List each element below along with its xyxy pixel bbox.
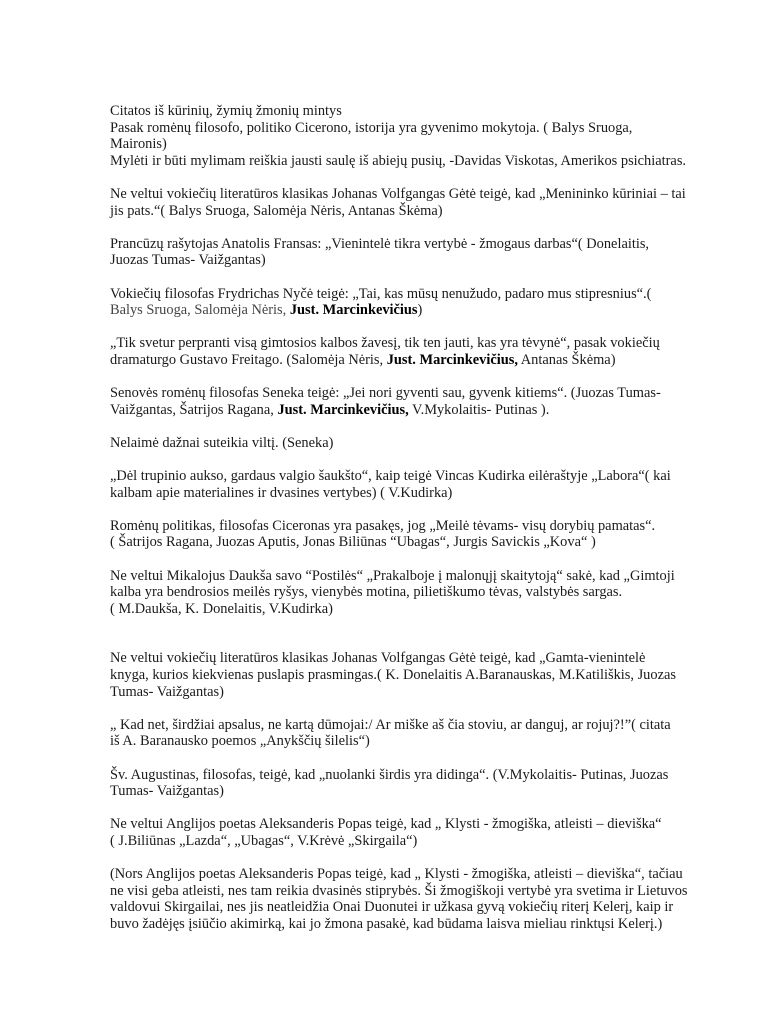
text-line: Juozas Tumas- Vaižgantas)	[110, 252, 266, 269]
quote-paragraph	[110, 568, 734, 618]
quote-paragraph	[110, 816, 734, 849]
text-line: Ne veltui Mikalojus Daukša savo “Postilės“ „Prakalboje į malonųjį skaitytoją“ sakė, kad „Gimtoji	[110, 567, 675, 584]
text-line: Pasak romėnų filosofo, politiko Cicerono, istorija yra gyvenimo mokytoja. ( Balys Sruoga,	[110, 119, 633, 136]
text-line: knyga, kurios kiekvienas puslapis prasmingas.( K. Donelaitis A.Baranauskas, M.Katiliškis, Juozas	[110, 667, 676, 683]
text-line	[110, 302, 734, 319]
text-line: Ne veltui Anglijos poetas Aleksanderis Popas teigė, kad „ Klysti - žmogiška, atleisti – dieviška“	[110, 816, 662, 833]
text-line: ( J.Biliūnas „Lazda“, „Ubagas“, V.Krėvė „Skirgaila“)	[110, 832, 418, 849]
quote-paragraph	[110, 468, 734, 501]
text-line: jis pats.“( Balys Sruoga, Salomėja Nėris, Antanas Škėma)	[110, 202, 443, 219]
bold-author: Just. Marcinkevičius,	[386, 351, 518, 368]
text-line: „Tik svetur perpranti visą gimtosios kalbos žavesį, tik ten jauti, kas yra tėvynė“, pasak vokiečių	[110, 335, 660, 352]
text-line: „Dėl trupinio aukso, gardaus valgio šaukšto“, kaip teigė Vincas Kudirka eilėraštyje „Labora“( kai	[110, 468, 671, 485]
text-line: Prancūzų rašytojas Anatolis Fransas: „Vienintelė tikra vertybė - žmogaus darbas“( Donelaitis,	[110, 235, 650, 252]
text-line: Romėnų politikas, filosofas Ciceronas yra pasakęs, jog „Meilė tėvams- visų dorybių pamatas“.	[110, 517, 656, 534]
author-list: Balys Sruoga, Salomėja Nėris,	[110, 302, 290, 319]
text-line: ( Šatrijos Ragana, Juozas Aputis, Jonas Biliūnas “Ubagas“, Jurgis Savickis „Kova“ )	[110, 534, 596, 551]
text-line	[110, 402, 734, 419]
quote-paragraph	[110, 866, 734, 932]
text-line: kalbam apie materialines ir dvasines vertybes) ( V.Kudirka)	[110, 484, 453, 501]
text-line	[110, 352, 734, 369]
text-line: Senovės romėnų filosofas Seneka teigė: „Jei nori gyventi sau, gyvenk kitiems“. (Juozas Tumas-	[110, 385, 661, 402]
quote-paragraph	[110, 650, 734, 700]
text-fragment: )	[417, 302, 423, 319]
text-line: Tumas- Vaižgantas)	[110, 783, 224, 800]
text-line: „ Kad net, širdžiai apsalus, ne kartą dūmojai:/ Ar miške aš čia stoviu, ar danguj, ar rojuj?!”( citata	[110, 716, 671, 733]
quote-paragraph	[110, 335, 734, 368]
quote-paragraph	[110, 286, 734, 319]
text-fragment: dramaturgo Gustavo Freitago. (Salomėja Nėris,	[110, 351, 387, 368]
quote-paragraph	[110, 236, 734, 269]
text-line: Ne veltui vokiečių literatūros klasikas Johanas Volfgangas Gėtė teigė, kad „Menininko kūriniai – tai	[110, 185, 686, 202]
quote-paragraph	[110, 717, 734, 750]
text-line: Mylėti ir būti mylimam reiškia jausti saulę iš abiejų pusių, -Davidas Viskotas, Amerikos psichiatras.	[110, 152, 687, 169]
document-title: Citatos iš kūrinių, žymių žmonių mintys	[110, 103, 342, 119]
quote-paragraph	[110, 186, 734, 219]
header-block	[110, 103, 734, 169]
document-body	[110, 103, 734, 933]
text-line: iš A. Baranausko poemos „Anykščių šilelis“)	[110, 733, 370, 750]
text-line: ne visi geba atleisti, nes tam reikia dvasinės stiprybės. Ši žmogiškoji vertybė yra svetima ir Lietuvos	[110, 882, 688, 899]
text-line: (Nors Anglijos poetas Aleksanderis Popas teigė, kad „ Klysti - žmogiška, atleisti – dieviška“, tačiau	[110, 866, 683, 883]
text-line: Šv. Augustinas, filosofas, teigė, kad „nuolanki širdis yra didinga“. (V.Mykolaitis- Putinas, Juozas	[110, 766, 669, 783]
text-line: ( M.Daukša, K. Donelaitis, V.Kudirka)	[110, 600, 333, 617]
text-line: Maironis)	[110, 136, 167, 153]
text-line: Vokiečių filosofas Frydrichas Nyčė teigė: „Tai, kas mūsų nenužudo, padaro mus stipresnius“.(	[110, 285, 652, 302]
quote-paragraph	[110, 385, 734, 418]
bold-author: Just. Marcinkevičius,	[277, 401, 409, 418]
text-line: kalba yra bendrosios meilės ryšys, vienybės motina, pilietiškumo tėvas, valstybės sargas.	[110, 584, 623, 601]
text-line: Ne veltui vokiečių literatūros klasikas Johanas Volfgangas Gėtė teigė, kad „Gamta-vienintelė	[110, 650, 646, 667]
text-line: Nelaimė dažnai suteikia viltį. (Seneka)	[110, 434, 334, 451]
quote-paragraph	[110, 435, 734, 452]
text-line: valdovui Skirgailai, nes jis neatleidžia Onai Duonutei ir užkasa gyvą vokiečių riterį Kelerį, kaip ir	[110, 899, 674, 916]
text-fragment: V.Mykolaitis- Putinas ).	[408, 401, 550, 418]
text-fragment: Vaižgantas, Šatrijos Ragana,	[110, 401, 278, 418]
bold-author: Just. Marcinkevičius	[289, 302, 418, 319]
text-line: buvo žadėjęs įsiūčio akimirką, kai jo žmona pasakė, kad būdama laisva mieliau rinktųsi Kelerį.)	[110, 915, 663, 932]
text-line: Tumas- Vaižgantas)	[110, 683, 224, 700]
quote-paragraph	[110, 518, 734, 551]
quote-paragraph	[110, 767, 734, 800]
text-fragment: Antanas Škėma)	[517, 351, 616, 368]
